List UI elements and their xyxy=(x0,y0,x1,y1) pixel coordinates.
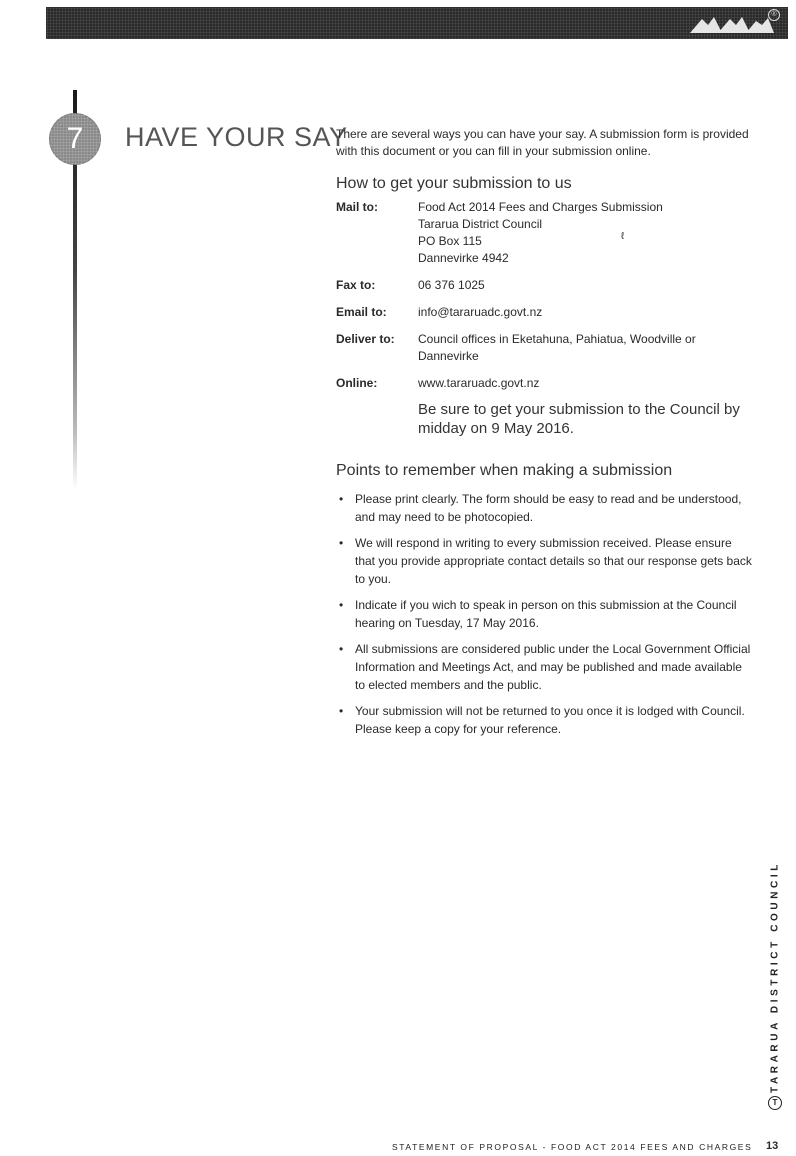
website-link[interactable]: www.tararuadc.govt.nz xyxy=(418,376,540,390)
mail-line: Tararua District Council xyxy=(418,217,543,231)
email-address[interactable]: info@tararuadc.govt.nz xyxy=(418,305,543,319)
online-row xyxy=(336,375,752,392)
mail-line: Dannevirke 4942 xyxy=(418,251,509,265)
points-heading: Points to remember when making a submission xyxy=(336,462,673,479)
list-item: • All submissions are considered public under the Local Government Official Information and Meetings Act, and may be published and made available to elected members and the public. xyxy=(336,640,752,694)
mail-row xyxy=(336,199,752,267)
pen-mark: ℓ xyxy=(621,231,625,242)
mail-address xyxy=(418,199,752,267)
list-item: • Your submission will not be returned to you once it is lodged with Council. Please keep a copy for your reference. xyxy=(336,702,752,738)
council-name: TARARUA DISTRICT COUNCIL xyxy=(769,861,781,1093)
points-list xyxy=(336,490,752,738)
section-number-badge: 7 xyxy=(49,113,101,165)
email-label: Email to: xyxy=(336,305,387,319)
list-item: • Please print clearly. The form should be easy to read and be understood, and may need to be photocopied. xyxy=(336,490,752,526)
online-label: Online: xyxy=(336,376,378,390)
how-heading: How to get your submission to us xyxy=(336,175,572,192)
deliver-locations: Council offices in Eketahuna, Pahiatua, Woodville or Dannevirke xyxy=(418,332,696,363)
fax-label: Fax to: xyxy=(336,278,376,292)
intro-text: There are several ways you can have your say. A submission form is provided with this document or you can fill in your submission online. xyxy=(336,127,749,158)
mail-line: PO Box 115 xyxy=(418,234,482,248)
list-item: • We will respond in writing to every submission received. Please ensure that you provide appropriate contact details so that our response gets back to you. xyxy=(336,534,752,588)
fax-row xyxy=(336,277,752,294)
mountains-icon xyxy=(690,15,774,33)
email-row xyxy=(336,304,752,321)
page-number: 13 xyxy=(766,1140,779,1152)
deadline-note: Be sure to get your submission to the Council by midday on 9 May 2016. xyxy=(418,401,740,437)
deliver-row xyxy=(336,331,752,365)
list-item: • Indicate if you wich to speak in person on this submission at the Council hearing on Tuesday, 17 May 2016. xyxy=(336,596,752,632)
deliver-label: Deliver to: xyxy=(336,332,395,346)
contact-list xyxy=(336,199,752,438)
section-title: HAVE YOUR SAY xyxy=(125,122,348,152)
registered-mark: ® xyxy=(768,9,780,21)
main-content xyxy=(336,126,752,746)
council-logo-icon: T xyxy=(768,1096,782,1110)
mail-line: Food Act 2014 Fees and Charges Submission xyxy=(418,200,663,214)
sidebar-council-name xyxy=(768,850,782,1110)
header-bar xyxy=(46,7,788,39)
mail-label: Mail to: xyxy=(336,200,378,214)
fax-number: 06 376 1025 xyxy=(418,278,485,292)
footer-title: STATEMENT OF PROPOSAL - FOOD ACT 2014 FEES AND CHARGES xyxy=(392,1142,753,1152)
